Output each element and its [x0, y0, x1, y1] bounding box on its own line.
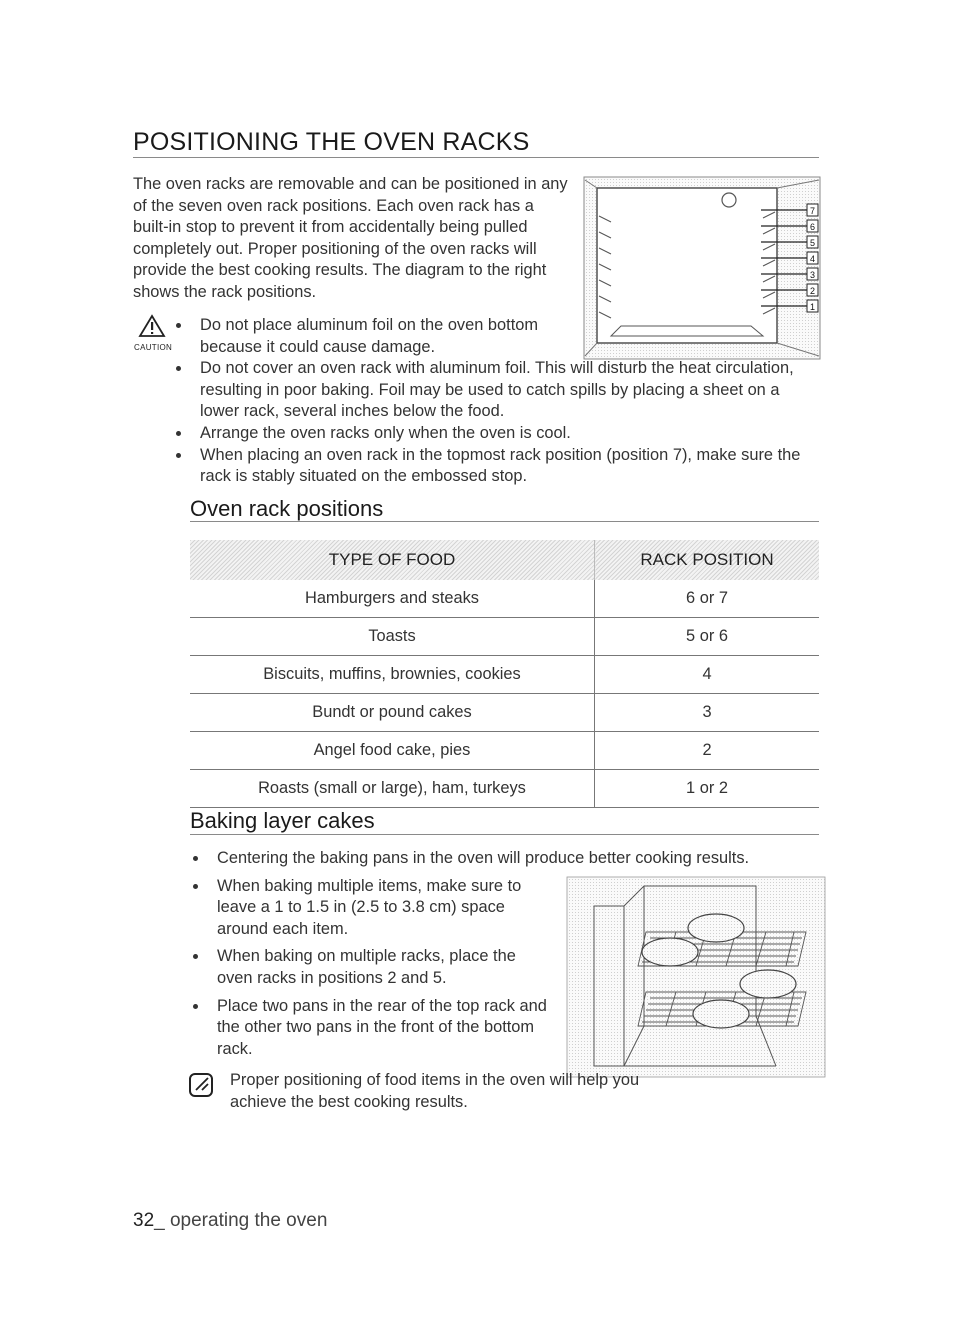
- table-row: [190, 732, 819, 770]
- column-header-position: RACK POSITION: [595, 540, 820, 580]
- caution-item: Do not cover an oven rack with aluminum foil. This will disturb the heat circulation, resulting in poor baking. Foil may be used to catch spills by placing a sheet on a lower rack, several inches below the food.: [200, 358, 812, 423]
- caution-item: When placing an oven rack in the topmost rack position (position 7), make sure the rack is stably situated on the embossed stop.: [200, 445, 812, 488]
- baking-cakes-heading: Baking layer cakes: [190, 808, 375, 833]
- rack-number-5: 5: [809, 238, 816, 248]
- position-cell: 3: [595, 694, 820, 732]
- cakes-item: When baking on multiple racks, place the oven racks in positions 2 and 5.: [217, 946, 547, 989]
- caution-item: Do not place aluminum foil on the oven bottom because it could cause damage.: [200, 315, 560, 358]
- rack-number-7: 7: [809, 206, 816, 216]
- table-row: [190, 656, 819, 694]
- table-row: [190, 694, 819, 732]
- position-cell: 6 or 7: [595, 580, 820, 618]
- oven-cake-pans-illustration: [566, 876, 828, 1080]
- cakes-item: Centering the baking pans in the oven will produce better cooking results.: [217, 848, 807, 870]
- rack-number-4: 4: [809, 254, 816, 264]
- rack-number-6: 6: [809, 222, 816, 232]
- footer-section: _ operating the oven: [154, 1210, 328, 1231]
- note-text: Proper positioning of food items in the oven will help you achieve the best cooking results.: [230, 1071, 640, 1111]
- table-row: [190, 618, 819, 656]
- title-rule: [133, 157, 819, 158]
- position-cell: 4: [595, 656, 820, 694]
- page-title: POSITIONING THE OVEN RACKS: [133, 128, 530, 156]
- cakes-item: Place two pans in the rear of the top rack and the other two pans in the front of the bottom rack.: [217, 996, 547, 1061]
- page-number: 32: [133, 1210, 155, 1231]
- caution-icon: [134, 314, 173, 352]
- rack-number-2: 2: [809, 286, 816, 296]
- food-cell: Roasts (small or large), ham, turkeys: [190, 770, 595, 808]
- column-header-food: TYPE OF FOOD: [190, 540, 595, 580]
- rack-positions-heading: Oven rack positions: [190, 496, 384, 521]
- table-row: [190, 770, 819, 808]
- table-header-row: [190, 540, 819, 580]
- position-cell: 1 or 2: [595, 770, 820, 808]
- rack-positions-table: [190, 540, 819, 808]
- rack-number-3: 3: [809, 270, 816, 280]
- intro-paragraph: The oven racks are removable and can be positioned in any of the seven oven rack positions. Each oven rack has a built-in stop to prevent it from accidentally being pulled completely out. Proper positioning of the oven racks will provide the best cooking results. The diagram to the right shows the rack positions.: [133, 175, 568, 301]
- position-cell: 2: [595, 732, 820, 770]
- table-row: [190, 580, 819, 618]
- caution-label: CAUTION: [134, 343, 173, 352]
- baking-cakes-rule: [190, 834, 819, 835]
- cakes-item: When baking multiple items, make sure to leave a 1 to 1.5 in (2.5 to 3.8 cm) space around each item.: [217, 876, 547, 941]
- position-cell: 5 or 6: [595, 618, 820, 656]
- food-cell: Angel food cake, pies: [190, 732, 595, 770]
- rack-positions-rule: [190, 521, 819, 522]
- food-cell: Toasts: [190, 618, 595, 656]
- food-cell: Hamburgers and steaks: [190, 580, 595, 618]
- rack-number-1: 1: [809, 302, 816, 312]
- food-cell: Biscuits, muffins, brownies, cookies: [190, 656, 595, 694]
- food-cell: Bundt or pound cakes: [190, 694, 595, 732]
- caution-list: [200, 315, 812, 488]
- caution-item: Arrange the oven racks only when the oven is cool.: [200, 423, 812, 445]
- page-footer: [133, 1210, 327, 1232]
- note-icon: [188, 1071, 218, 1106]
